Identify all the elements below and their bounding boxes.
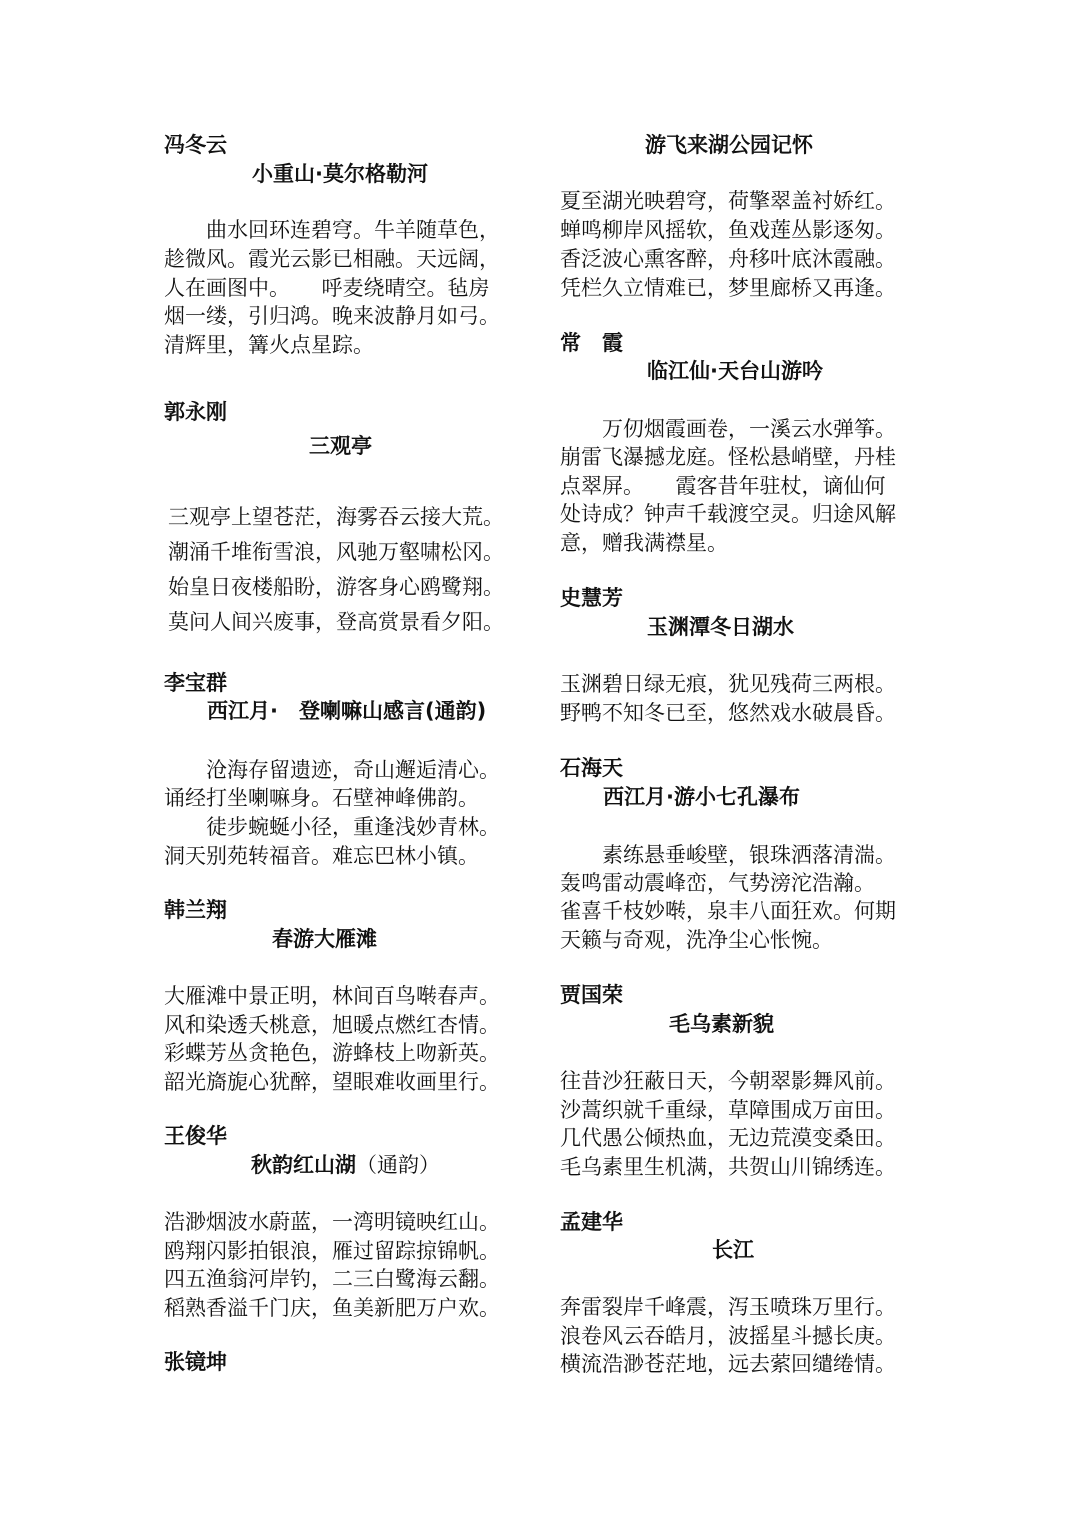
poem-line: 野鸭不知冬已至，悠然戏水破晨昏。	[560, 701, 896, 725]
poem-line: 彩蝶芳丛贪艳色，游蜂枝上吻新英。	[164, 1041, 500, 1065]
poem-line: 风和染透夭桃意，旭暖点燃红杏情。	[164, 1013, 500, 1037]
poem-title: 玉渊潭冬日湖水	[647, 615, 794, 639]
poem-title-suffix: （通韵）	[356, 1153, 440, 1177]
poem-line: 天籁与奇观，洗净尘心怅惋。	[560, 928, 833, 952]
poem-line: 几代愚公倾热血，无边荒漠变桑田。	[560, 1126, 896, 1150]
poem-author: 冯冬云	[164, 133, 227, 157]
poem-line: 崩雷飞瀑撼龙庭。怪松悬峭壁，丹桂	[560, 445, 896, 469]
poem-line: 意，赠我满襟星。	[560, 531, 728, 555]
poem-title: 小重山·莫尔格勒河	[252, 162, 428, 186]
poem-line: 素练悬垂峻壁，银珠洒落清湍。	[560, 843, 896, 867]
poem-line: 大雁滩中景正明，林间百鸟啭春声。	[164, 984, 500, 1008]
poem-title: 西江月·游小七孔瀑布	[603, 785, 800, 809]
poem-line: 浩渺烟波水蔚蓝，一湾明镜映红山。	[164, 1210, 500, 1234]
poem-author: 张镜坤	[164, 1350, 227, 1374]
poem-title: 长江	[712, 1238, 754, 1262]
poem-line: 往昔沙狂蔽日天，今朝翠影舞风前。	[560, 1069, 896, 1093]
poem-title	[251, 1152, 440, 1178]
poem-author: 史慧芳	[560, 586, 623, 610]
poem-author: 孟建华	[560, 1210, 623, 1234]
poem-author: 李宝群	[164, 671, 227, 695]
poem-line: 人在画图中。 呼麦绕晴空。毡房	[164, 276, 490, 300]
poem-author: 贾国荣	[560, 983, 623, 1007]
poem-line: 诵经打坐喇嘛身。石壁神峰佛韵。	[164, 786, 479, 810]
poem-line: 夏至湖光映碧穹，荷擎翠盖衬娇红。	[560, 189, 896, 213]
poem-line: 处诗成？钟声千载渡空灵。归途风解	[560, 502, 896, 526]
poem-line: 玉渊碧日绿无痕，犹见残荷三两根。	[560, 672, 896, 696]
poem-title: 春游大雁滩	[272, 927, 377, 951]
poem-author: 郭永刚	[164, 400, 227, 424]
poem-line: 毛乌素里生机满，共贺山川锦绣连。	[560, 1155, 896, 1179]
poem-line: 韶光旖旎心犹醉，望眼难收画里行。	[164, 1070, 500, 1094]
poem-line: 雀喜千枝妙啭，泉丰八面狂欢。何期	[560, 899, 896, 923]
poem-line: 凭栏久立情难已，梦里廊桥又再逢。	[560, 276, 896, 300]
poem-line: 香泛波心熏客醉，舟移叶底沐霞融。	[560, 247, 896, 271]
poem-author: 韩兰翔	[164, 898, 227, 922]
poem-line: 烟一缕，引归鸿。晚来波静月如弓。	[164, 304, 500, 328]
poem-line: 始皇日夜楼船盼，游客身心鸥鹭翔。	[168, 575, 504, 599]
poem-author: 王俊华	[164, 1124, 227, 1148]
poem-line: 徒步蜿蜒小径，重逢浅妙青林。	[164, 815, 500, 839]
poem-line: 稻熟香溢千门庆，鱼美新肥万户欢。	[164, 1296, 500, 1320]
poem-title: 游飞来湖公园记怀	[645, 133, 813, 157]
poem-title: 毛乌素新貌	[669, 1012, 774, 1036]
poem-line: 趁微风。霞光云影已相融。天远阔，	[164, 247, 500, 271]
poem-line: 潮涌千堆衔雪浪，风驰万壑啸松冈。	[168, 540, 504, 564]
poem-line: 曲水回环连碧穹。牛羊随草色，	[164, 218, 500, 242]
poem-line: 点翠屏。 霞客昔年驻杖，谪仙何	[560, 474, 886, 498]
poem-title-text: 秋韵红山湖	[251, 1153, 356, 1177]
poem-line: 奔雷裂岸千峰震，泻玉喷珠万里行。	[560, 1295, 896, 1319]
poem-author: 常 霞	[560, 331, 623, 355]
poem-line: 沧海存留遗迹，奇山邂逅清心。	[164, 758, 500, 782]
poem-line: 四五渔翁河岸钓，二三白鹭海云翻。	[164, 1267, 500, 1291]
poem-line: 万仞烟霞画卷，一溪云水弹筝。	[560, 417, 896, 441]
poem-line: 鸥翔闪影拍银浪，雁过留踪掠锦帆。	[164, 1239, 500, 1263]
poem-title: 西江月· 登喇嘛山感言(通韵)	[207, 699, 487, 723]
poem-title: 三观亭	[309, 434, 372, 458]
poem-line: 清辉里，篝火点星踪。	[164, 333, 374, 357]
poem-line: 横流浩渺苍茫地，远去萦回缱绻情。	[560, 1352, 896, 1376]
poem-line: 三观亭上望苍茫，海雾吞云接大荒。	[168, 505, 504, 529]
poem-line: 莫问人间兴废事，登高赏景看夕阳。	[168, 610, 504, 634]
poem-author: 石海天	[560, 756, 623, 780]
poem-line: 浪卷风云吞皓月，波摇星斗撼长庚。	[560, 1324, 896, 1348]
poem-line: 沙蒿织就千重绿，草障围成万亩田。	[560, 1098, 896, 1122]
poem-line: 蝉鸣柳岸风摇软，鱼戏莲丛影逐匆。	[560, 218, 896, 242]
poem-line: 轰鸣雷动震峰峦，气势滂沱浩瀚。	[560, 871, 875, 895]
poem-line: 洞天别苑转福音。难忘巴林小镇。	[164, 844, 479, 868]
poem-title: 临江仙·天台山游吟	[647, 359, 823, 383]
